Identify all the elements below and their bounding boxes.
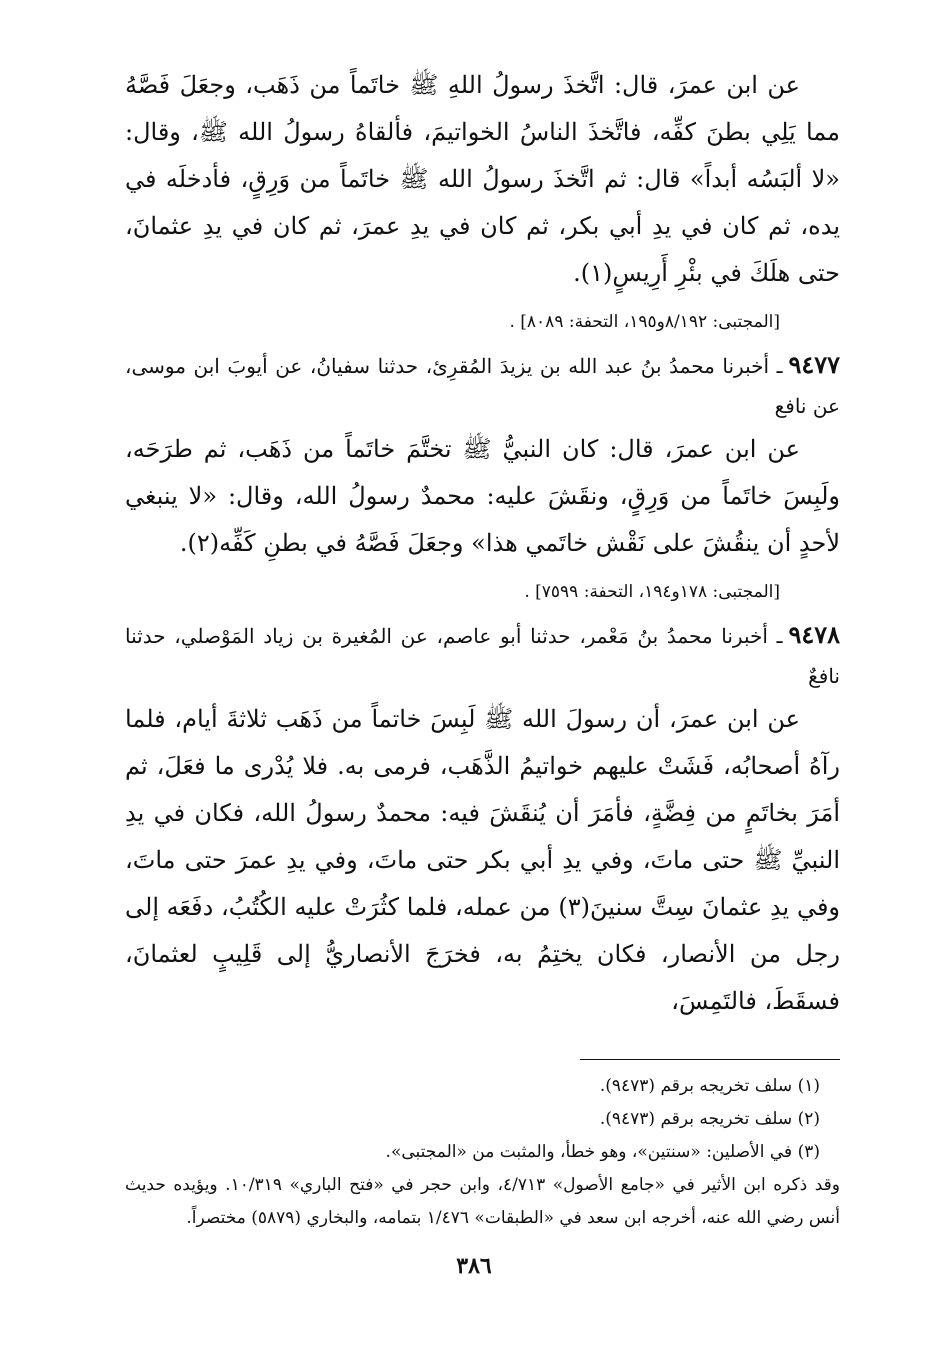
- footnote-1: (١) سلف تخريجه برقم (٩٤٧٣).: [599, 1076, 820, 1096]
- reference-1: [المجتبى: ٨/١٩٢و١٩٥، التحفة: ٨٠٨٩] .: [509, 312, 780, 332]
- page-body: [125, 62, 840, 1235]
- footnote-2: (٢) سلف تخريجه برقم (٩٤٧٣).: [599, 1109, 820, 1129]
- hadith-text-2: عن ابن عمرَ، قال: كان النبيُّ ﷺ تختَّمَ خاتَماً من ذَهَب، ثم طرَحَه، ولَبِسَ خاتَماً من وَرِقٍ، ونقَشَ عليه: محمدٌ رسولُ الله، وقال: «لا ينبغي لأحدٍ أن ينقُشَ على نَقْش خاتَمي هذا» وجعَلَ فَصَّهُ في بطنِ كَفِّه(٢).: [125, 435, 840, 557]
- hadith-9477-chain: ـ أخبرنا محمدُ بنُ عبد الله بن يزيدَ المُقرِئ، حدثنا سفيانُ، عن أيوبَ ابن موسى، عن نافع: [125, 354, 840, 418]
- footnotes: [125, 1070, 840, 1235]
- footnote-3-continued: وقد ذكره ابن الأثير في «جامع الأصول» ٤/٧١٣، وابن حجر في «فتح الباري» ١٠/٣١٩. ويؤيده حديث أنس رضي الله عنه، أخرجه ابن سعد في «الطبقات» ١/٤٧٦ بتمامه، والبخاري (٥٨٧٩) مختصراً.: [125, 1175, 840, 1228]
- hadith-9478-chain: ـ أخبرنا محمدُ بنُ مَعْمر، حدثنا أبو عاصم، عن المُغيرة بن زياد المَوْصلي، حدثنا نافعٌ: [125, 624, 840, 688]
- reference-2: [المجتبى: ١٧٨و١٩٤، التحفة: ٧٥٩٩] .: [524, 582, 780, 602]
- page-number: ٣٨٦: [456, 1253, 492, 1279]
- hadith-9478-heading: [125, 615, 840, 696]
- footnote-3: (٣) في الأصلين: «سنتين»، وهو خطأ، والمثبت من «المجتبى».: [385, 1142, 820, 1162]
- hadith-text-1: عن ابن عمرَ، قال: اتَّخذَ رسولُ اللهِ ﷺ خاتَماً من ذَهَب، وجعَلَ فَصَّهُ مما يَلِي بطنَ كفِّه، فاتَّخذَ الناسُ الخواتيمَ، فألقاهُ رسولُ الله ﷺ، وقال: «لا ألبَسُه أبداً» قال: ثم اتَّخذَ رسولُ الله ﷺ خاتَماً من وَرِقٍ، فأدخلَه في يده، ثم كان في يدِ أبي بكر، ثم كان في يدِ عمرَ، ثم كان في يدِ عثمانَ، حتى هلَكَ في بئْرِ أَرِيسٍ(١).: [125, 71, 840, 287]
- hadith-number-9478: ٩٤٧٨: [788, 620, 840, 649]
- hadith-text-3: عن ابن عمرَ، أن رسولَ الله ﷺ لَبِسَ خاتماً من ذَهَب ثلاثةَ أيام، فلما رآهُ أصحابُه، فَشَتْ عليهم خواتيمُ الذَّهَب، فرمى به. فلا يُدْرى ما فعَلَ، ثم أمَرَ بخاتَمٍ من فِضَّةٍ، فأمَرَ أن يُنقَشَ فيه: محمدٌ رسولُ الله، فكان في يدِ النبيِّ ﷺ حتى ماتَ، وفي يدِ أبي بكر حتى ماتَ، وفي يدِ عمرَ حتى ماتَ، وفي يدِ عثمانَ سِتَّ سنينَ(٣) من عمله، فلما كثُرَتْ عليه الكُتُبُ، دفَعَه إلى رجل من الأنصار، فكان يختِمُ به، فخرَجَ الأنصاريُّ إلى قَلِيبٍ لعثمانَ، فسقَطَ، فالتَمِسَ،: [125, 705, 841, 1015]
- hadith-9477-heading: [125, 345, 840, 426]
- hadith-number-9477: ٩٤٧٧: [788, 350, 840, 379]
- footnote-divider: [580, 1059, 840, 1060]
